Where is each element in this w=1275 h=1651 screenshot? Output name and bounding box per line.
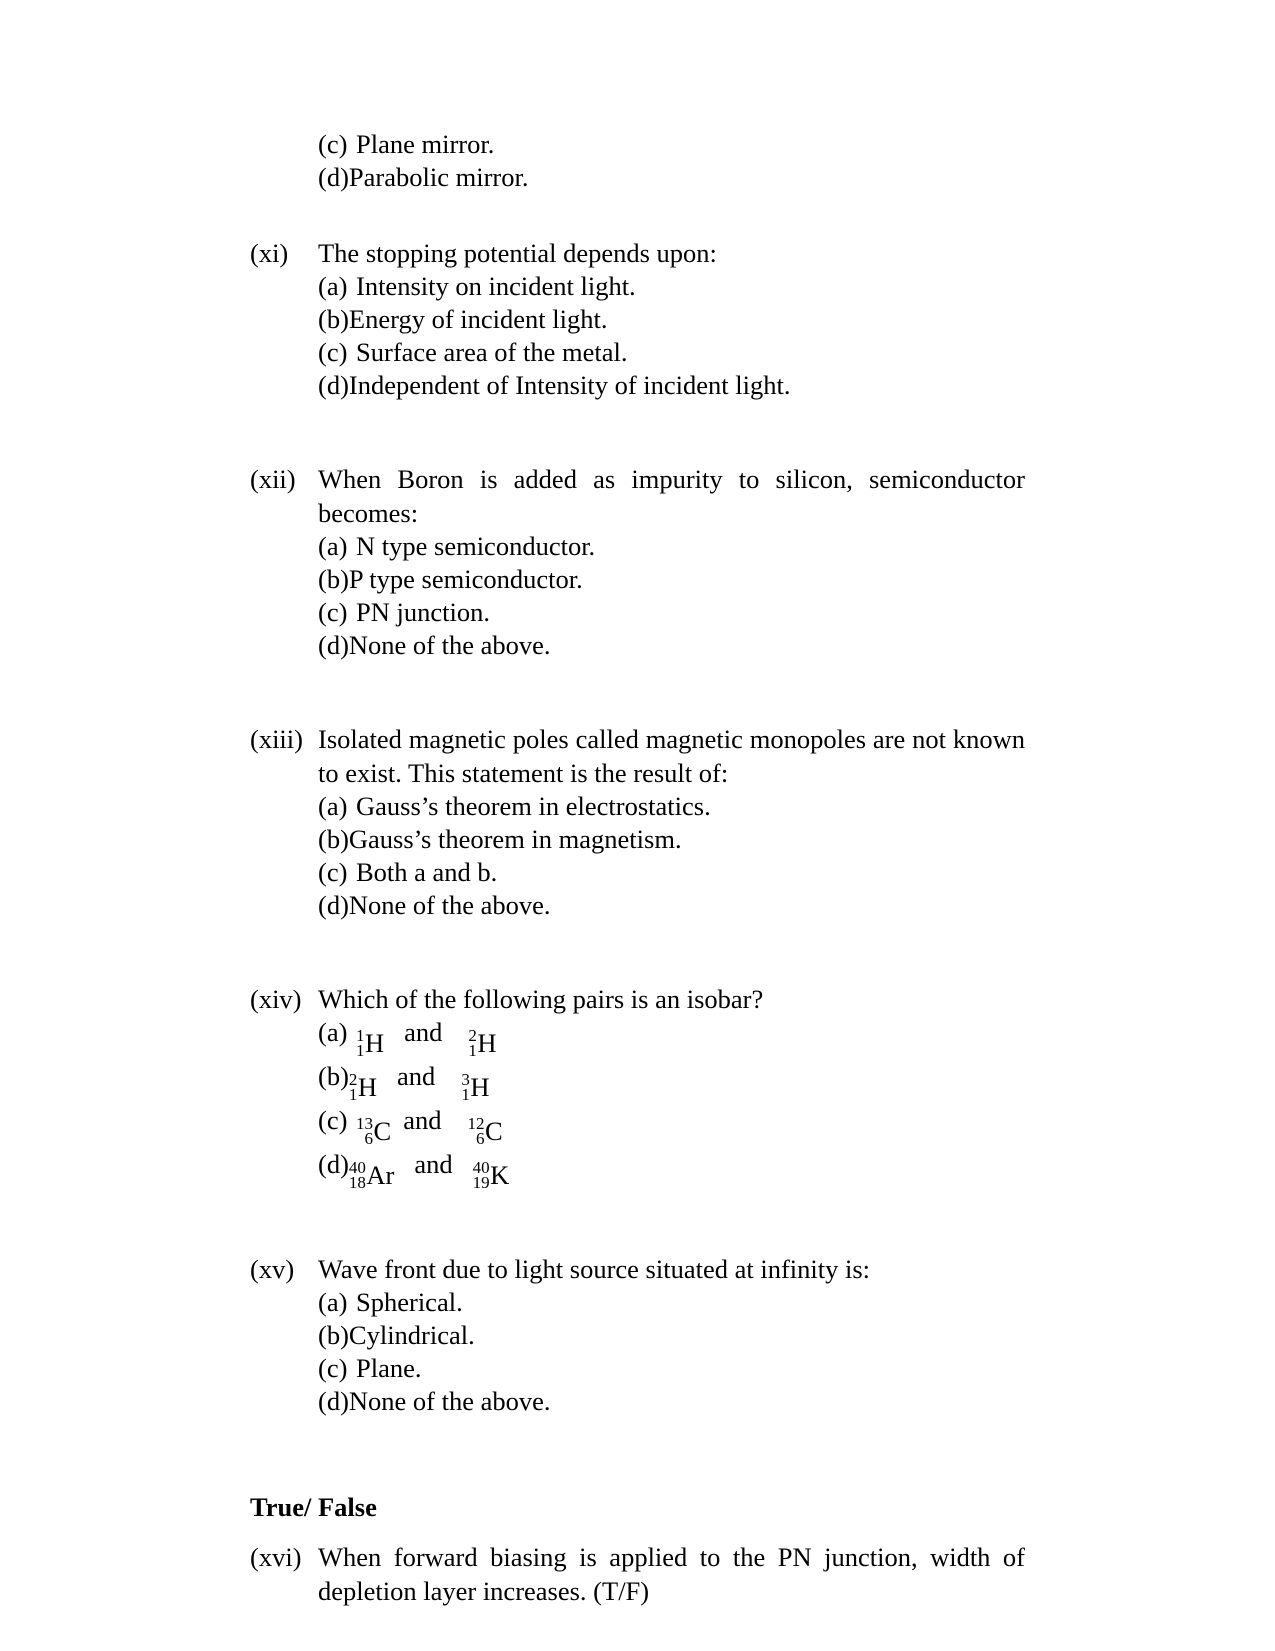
option-label: (a)	[318, 271, 348, 301]
option-item	[318, 336, 1025, 369]
isotope-numbers	[356, 1113, 373, 1148]
question-line	[250, 462, 1025, 530]
element-symbol: C	[373, 1116, 392, 1146]
option-label: (b)	[318, 304, 349, 334]
option-text: None of the above.	[348, 890, 551, 920]
option-label: (a)	[318, 791, 348, 821]
option-label: (d)	[318, 890, 349, 920]
question-text: Wave front due to light source situated at infinity is:	[318, 1254, 871, 1284]
mass-number: 2	[468, 1025, 477, 1045]
question-number: (xv)	[250, 1254, 295, 1284]
question-block-xii	[250, 462, 1025, 662]
option-item	[318, 369, 1025, 402]
element-symbol: C	[484, 1116, 503, 1146]
option-text: Gauss’s theorem in magnetism.	[348, 824, 682, 854]
option-text: None of the above.	[348, 630, 551, 660]
conjunction: and	[414, 1149, 453, 1179]
option-text: Surface area of the metal.	[356, 337, 628, 367]
option-label: (b)	[318, 564, 349, 594]
mass-number: 40	[472, 1157, 490, 1177]
option-item	[318, 1385, 1025, 1418]
question-number: (xiv)	[250, 984, 302, 1014]
option-label: (c)	[318, 129, 348, 159]
isotope-numbers	[348, 1069, 358, 1104]
mass-number: 13	[356, 1113, 373, 1133]
question-block-xiii	[250, 722, 1025, 922]
option-list	[318, 1016, 1025, 1192]
element-symbol: H	[357, 1072, 378, 1102]
mass-number: 2	[348, 1069, 358, 1089]
isotope-notation	[461, 1071, 489, 1104]
question-block-xiv	[250, 982, 1025, 1192]
element-symbol: H	[477, 1028, 497, 1058]
element-symbol: K	[490, 1160, 510, 1190]
element-symbol: H	[470, 1072, 490, 1102]
atomic-number: 6	[475, 1129, 485, 1148]
option-list	[318, 128, 1025, 194]
option-text: Both a and b.	[356, 857, 498, 887]
section-heading-true-false: True/ False	[250, 1492, 377, 1522]
mass-number: 1	[356, 1025, 365, 1045]
question-text: Which of the following pairs is an isobar?	[318, 984, 764, 1014]
option-list	[318, 790, 1025, 922]
isotope-notation	[473, 1159, 510, 1192]
option-label: (c)	[318, 857, 348, 887]
block-spacer	[250, 1222, 1025, 1252]
question-line	[250, 722, 1025, 790]
atomic-number: 1	[348, 1085, 358, 1104]
isotope-option-item	[318, 1104, 1025, 1148]
option-item	[318, 563, 1025, 596]
question-line	[250, 1252, 1025, 1286]
option-label: (c)	[318, 1105, 348, 1135]
orphan-options-block	[250, 128, 1025, 194]
isotope-numbers	[461, 1069, 470, 1104]
atomic-number: 18	[348, 1173, 366, 1192]
option-item	[318, 889, 1025, 922]
question-number: (xii)	[250, 464, 296, 494]
option-item	[318, 270, 1025, 303]
question-text: When forward biasing is applied to the PN junction, width of depletion layer increases. (T/F)	[318, 1542, 1025, 1606]
question-block-xvi	[250, 1540, 1025, 1608]
option-label: (d)	[318, 630, 349, 660]
isotope-notation	[349, 1071, 377, 1104]
option-label: (c)	[318, 1353, 348, 1383]
option-label: (c)	[318, 337, 348, 367]
option-text: Energy of incident light.	[348, 304, 608, 334]
question-block-xi	[250, 236, 1025, 402]
option-item	[318, 790, 1025, 823]
option-label: (d)	[318, 370, 349, 400]
atomic-number: 19	[472, 1173, 490, 1192]
atomic-number: 6	[364, 1129, 373, 1148]
option-text: Plane mirror.	[356, 129, 495, 159]
option-label: (a)	[318, 1287, 348, 1317]
option-item	[318, 1286, 1025, 1319]
option-text: Parabolic mirror.	[348, 162, 529, 192]
atomic-number: 1	[468, 1041, 477, 1060]
option-label: (b)	[318, 824, 349, 854]
mass-number: 3	[461, 1069, 470, 1089]
option-text: PN junction.	[356, 597, 490, 627]
option-label: (c)	[318, 597, 348, 627]
option-item	[318, 303, 1025, 336]
option-label: (a)	[318, 531, 348, 561]
option-text: Independent of Intensity of incident light.	[348, 370, 791, 400]
option-text: Gauss’s theorem in electrostatics.	[356, 791, 711, 821]
isotope-numbers	[356, 1025, 365, 1060]
option-item	[318, 823, 1025, 856]
option-label: (d)	[318, 162, 349, 192]
isotope-notation	[356, 1115, 391, 1148]
option-text: None of the above.	[348, 1386, 551, 1416]
question-line	[250, 236, 1025, 270]
question-number: (xvi)	[250, 1542, 302, 1572]
option-list	[318, 530, 1025, 662]
question-line	[250, 1540, 1025, 1608]
option-text: Intensity on incident light.	[356, 271, 636, 301]
mass-number: 40	[348, 1157, 366, 1177]
element-symbol: Ar	[366, 1160, 395, 1190]
option-label: (d)	[318, 1149, 349, 1179]
atomic-number: 1	[461, 1085, 470, 1104]
conjunction: and	[397, 1061, 436, 1091]
option-item	[318, 1352, 1025, 1385]
block-spacer	[250, 692, 1025, 722]
isotope-notation	[468, 1027, 496, 1060]
question-number: (xiii)	[250, 724, 303, 754]
question-text: Isolated magnetic poles called magnetic monopoles are not known to exist. This statement is the result of:	[318, 724, 1025, 788]
isotope-numbers	[348, 1157, 366, 1192]
element-symbol: H	[365, 1028, 385, 1058]
mass-number: 12	[467, 1113, 485, 1133]
question-line	[250, 982, 1025, 1016]
conjunction: and	[403, 1105, 442, 1135]
block-spacer	[250, 1448, 1025, 1490]
option-item	[318, 856, 1025, 889]
isotope-numbers	[472, 1157, 490, 1192]
conjunction: and	[404, 1017, 443, 1047]
isotope-notation	[349, 1159, 394, 1192]
option-item	[318, 1319, 1025, 1352]
option-label: (b)	[318, 1320, 349, 1350]
block-spacer	[250, 432, 1025, 462]
isotope-numbers	[468, 1025, 477, 1060]
option-label: (b)	[318, 1061, 349, 1091]
option-item	[318, 530, 1025, 563]
option-label: (a)	[318, 1017, 348, 1047]
question-text: When Boron is added as impurity to silicon, semiconductor becomes:	[318, 464, 1025, 528]
option-text: Plane.	[356, 1353, 422, 1383]
option-item	[318, 161, 1025, 194]
isotope-option-item	[318, 1148, 1025, 1192]
option-label: (d)	[318, 1386, 349, 1416]
isotope-notation	[467, 1115, 502, 1148]
question-text: The stopping potential depends upon:	[318, 238, 717, 268]
block-spacer	[250, 952, 1025, 982]
option-item	[318, 128, 1025, 161]
option-text: P type semiconductor.	[348, 564, 583, 594]
isotope-numbers	[467, 1113, 485, 1148]
isotope-option-item	[318, 1060, 1025, 1104]
option-item	[318, 629, 1025, 662]
block-spacer	[250, 194, 1025, 236]
question-block-xv	[250, 1252, 1025, 1418]
question-number: (xi)	[250, 238, 289, 268]
isotope-notation	[356, 1027, 384, 1060]
block-spacer	[250, 1524, 1025, 1540]
atomic-number: 1	[356, 1041, 365, 1060]
option-list	[318, 270, 1025, 402]
option-text: Spherical.	[356, 1287, 463, 1317]
option-list	[318, 1286, 1025, 1418]
option-item	[318, 596, 1025, 629]
option-text: Cylindrical.	[348, 1320, 475, 1350]
option-text: N type semiconductor.	[356, 531, 596, 561]
isotope-option-item	[318, 1016, 1025, 1060]
